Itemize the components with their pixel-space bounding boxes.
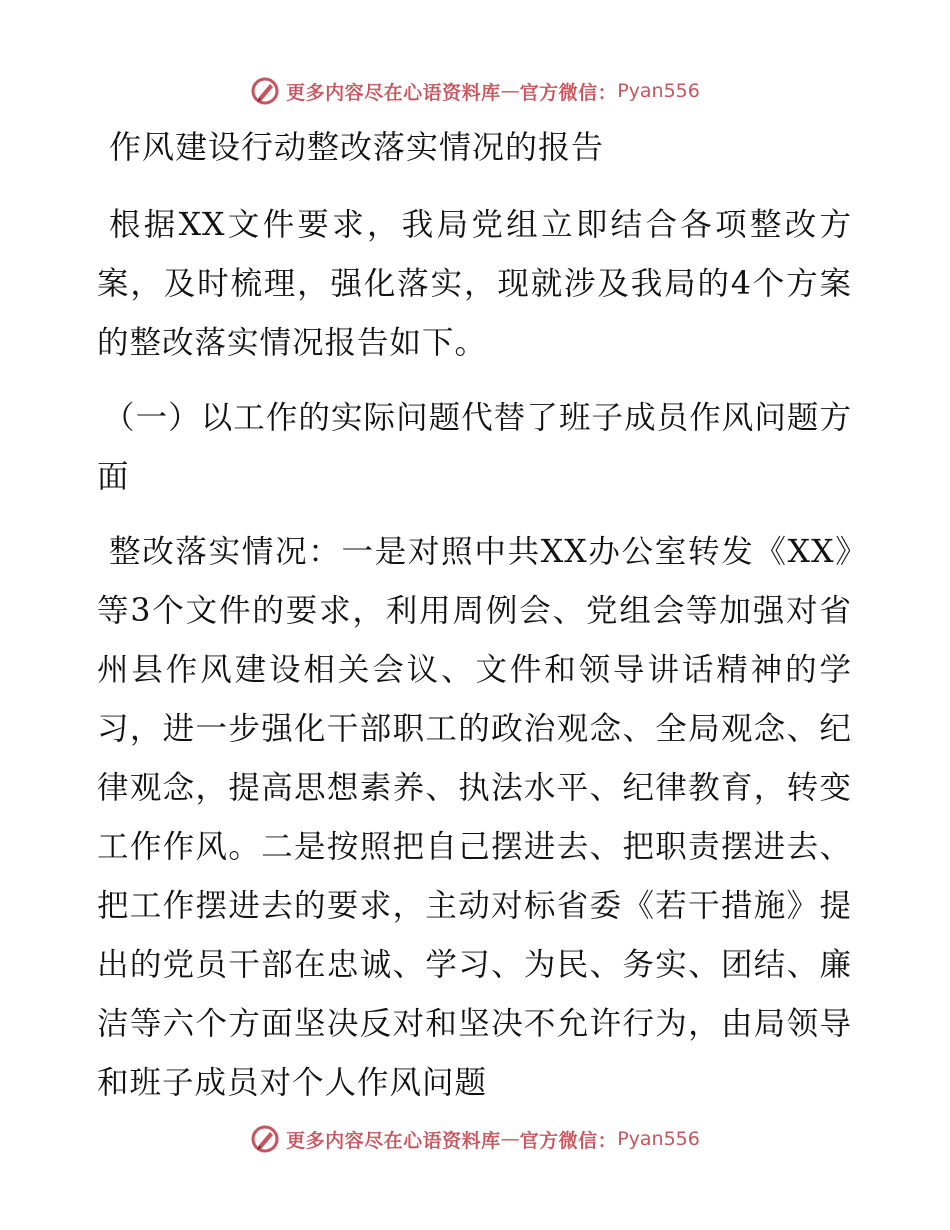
pen-logo-icon bbox=[250, 76, 280, 106]
watermark-header bbox=[0, 76, 950, 106]
watermark-main-text: 更多内容尽在心语资料库 bbox=[286, 1129, 501, 1152]
watermark-footer bbox=[0, 1124, 950, 1154]
pen-logo-icon bbox=[250, 1124, 280, 1154]
watermark-main-text: 更多内容尽在心语资料库 bbox=[286, 81, 501, 104]
section-heading: （一）以工作的实际问题代替了班子成员作风问题方面 bbox=[97, 400, 852, 495]
section-body-paragraph: 整改落实情况：一是对照中共XX办公室转发《XX》等3个文件的要求，利用周例会、党组会等加强对省州县作风建设相关会议、文件和领导讲话精神的学习，进一步强化干部职工的政治观念、全局观念、纪律观念，提高思想素养、执法水平、纪律教育，转变工作作风。二是按照把自己摆进去、把职责摆进去、把工作摆进去的要求，主动对标省委《若干措施》提出的党员干部在忠诚、学习、为民、务实、团结、廉洁等六个方面坚决反对和坚决不允许行为，由局领导和班子成员对个人作风问题 bbox=[97, 534, 852, 1101]
watermark-separator: — bbox=[500, 80, 520, 102]
document-title: 作风建设行动整改落实情况的报告 bbox=[109, 128, 605, 166]
watermark-separator: — bbox=[500, 1128, 520, 1150]
watermark-contact-label: 官方微信： bbox=[519, 81, 618, 104]
watermark-wechat-id: Pyan556 bbox=[617, 80, 700, 102]
document-body bbox=[97, 122, 852, 1129]
watermark-wechat-id: Pyan556 bbox=[617, 1128, 700, 1150]
watermark-contact-label: 官方微信： bbox=[519, 1129, 618, 1152]
intro-paragraph: 根据XX文件要求，我局党组立即结合各项整改方案，及时梳理，强化落实，现就涉及我局的4个方案的整改落实情况报告如下。 bbox=[97, 207, 852, 361]
